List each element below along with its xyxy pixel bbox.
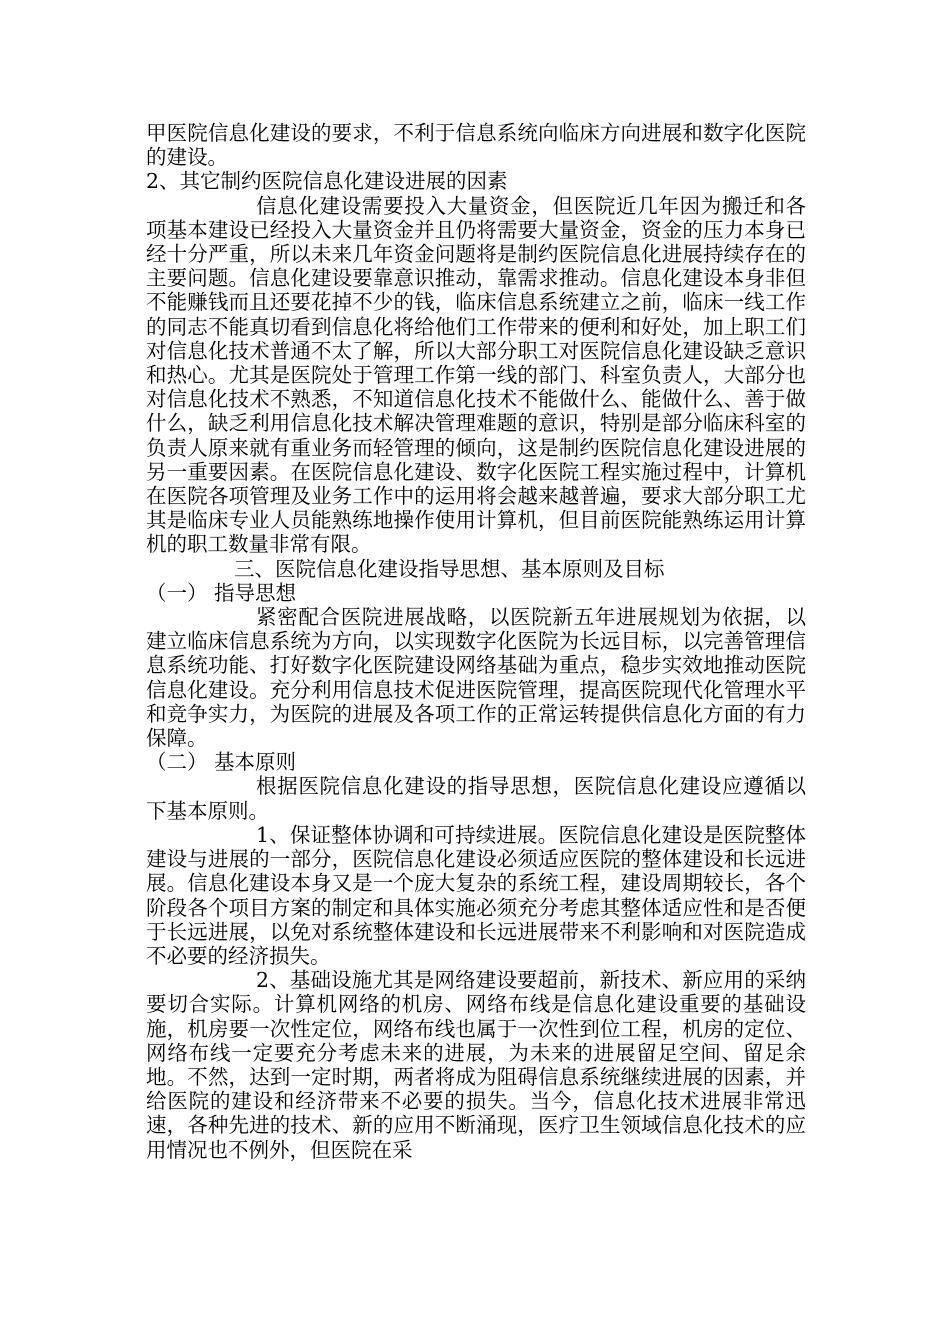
paragraph-continuation: 甲医院信息化建设的要求，不利于信息系统向临床方向进展和数字化医院的建设。 [146,121,806,170]
document-page [146,121,806,1162]
paragraph-funding: 信息化建设需要投入大量资金，但医院近几年因为搬迁和各项基本建设已经投入大量资金并且仍将需要大量资金，资金的压力本身已经十分严重，所以未来几年资金问题将是制约医院信息化进展持续存在的主要问题。信息化建设要靠意识推动，靠需求推动。信息化建设本身非但不能赚钱而且还要花掉不少的钱，临床信息系统建立之前，临床一线工作的同志不能真切看到信息化将给他们工作带来的便利和好处，加上职工们对信息化技术普通不太了解，所以大部分职工对医院信息化建设缺乏意识和热心。尤其是医院处于管理工作第一线的部门、科室负责人，大部分也对信息化技术不熟悉，不知道信息化技术不能做什么、能做什么、善于做什么，缺乏利用信息化技术解决管理难题的意识，特别是部分临床科室的负责人原来就有重业务而轻管理的倾向，这是制约医院信息化建设进展的另一重要因素。在医院信息化建设、数字化医院工程实施过程中，计算机在医院各项管理及业务工作中的运用将会越来越普遍，要求大部分职工尤其是临床专业人员能熟练地操作使用计算机，但目前医院能熟练运用计算机的职工数量非常有限。 [146,193,806,557]
section-heading-three: 三、医院信息化建设指导思想、基本原则及目标 [234,556,665,581]
subheading-guiding-thought: （一） 指导思想 [146,580,297,605]
paragraph-principles-intro: 根据医院信息化建设的指导思想，医院信息化建设应遵循以下基本原则。 [146,774,806,823]
section-heading-other-factors: 2、其它制约医院信息化建设进展的因素 [146,169,508,194]
paragraph-principle-2: 2、基础设施尤其是网络建设要超前，新技术、新应用的采纳要切合实际。计算机网络的机房、网络布线是信息化建设重要的基础设施，机房要一次性定位，网络布线也属于一次性到位工程，机房的定位、网络布线一定要充分考虑未来的进展，为未来的进展留足空间、留足余地。不然，达到一定时期，两者将成为阻碍信息系统继续进展的因素，并给医院的建设和经济带来不必要的损失。当今，信息化技术进展非常迅速，各种先进的技术、新的应用不断涌现，医疗卫生领域信息化技术的应用情况也不例外，但医院在采 [146,968,806,1162]
paragraph-guiding-thought: 紧密配合医院进展战略，以医院新五年进展规划为依据，以建立临床信息系统为方向，以实现数字化医院为长远目标，以完善管理信息系统功能、打好数字化医院建设网络基础为重点，稳步实效地推动医院信息化建设。充分利用信息技术促进医院管理，提高医院现代化管理水平和竞争实力，为医院的进展及各项工作的正常运转提供信息化方面的有力保障。 [146,605,806,751]
paragraph-principle-1: 1、保证整体协调和可持续进展。医院信息化建设是医院整体建设与进展的一部分，医院信息化建设必须适应医院的整体建设和长远进展。信息化建设本身又是一个庞大复杂的系统工程，建设周期较长，各个阶段各个项目方案的制定和具体实施必须充分考虑其整体适应性和是否便于长远进展，以免对系统整体建设和长远进展带来不利影响和对医院造成不必要的经济损失。 [146,822,806,968]
subheading-basic-principles: （二） 基本原则 [146,750,297,775]
